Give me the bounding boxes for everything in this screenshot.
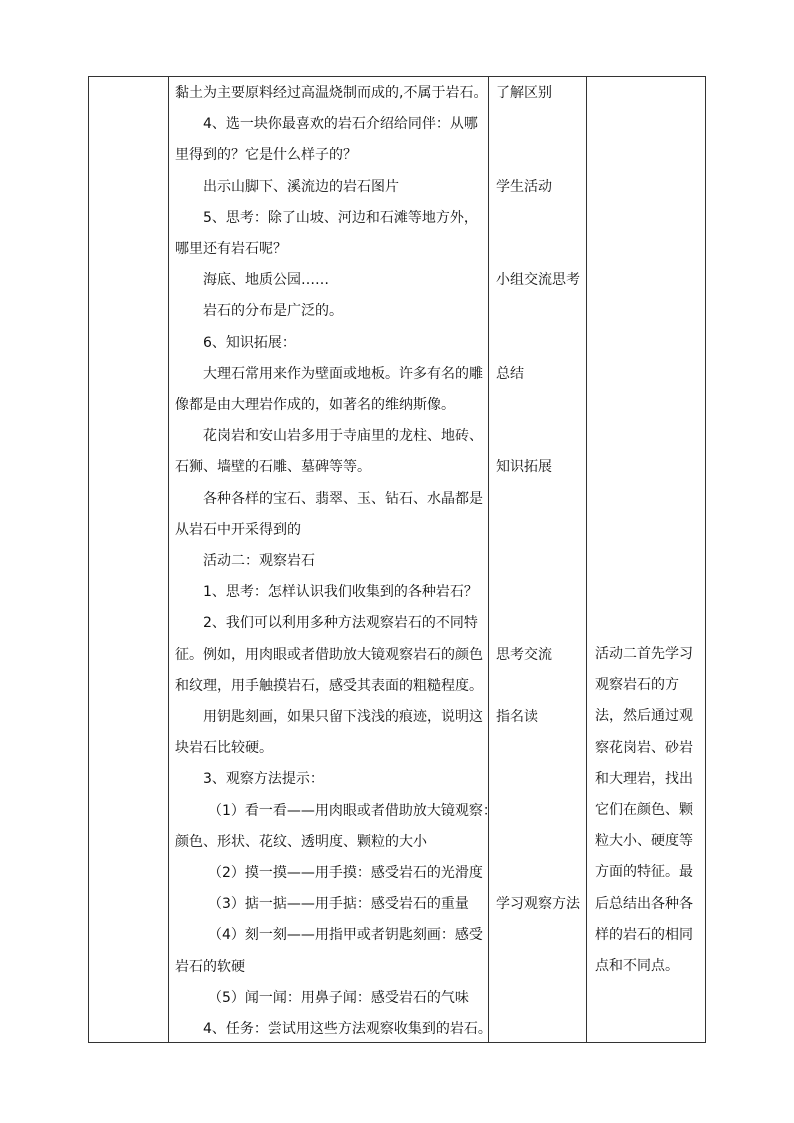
content-line: （5）闻一闻：用鼻子闻：感受岩石的气味	[208, 990, 469, 1006]
content-line: 4、选一块你最喜欢的岩石介绍给同伴：从哪	[203, 116, 478, 132]
content-line: （1）看一看——用肉眼或者借助放大镜观察：	[208, 803, 497, 819]
content-line: 1、思考：怎样认识我们收集到的各种岩石？	[203, 584, 478, 600]
student-activity: 思考交流	[496, 647, 552, 663]
student-activity: 小组交流思考	[496, 272, 580, 288]
content-line: 征。例如，用肉眼或者借助放大镜观察岩石的颜色	[175, 647, 483, 663]
student-activity: 知识拓展	[496, 459, 552, 475]
content-line: 和纹理，用手触摸岩石，感受其表面的粗糙程度。	[175, 678, 483, 694]
teaching-process-column	[169, 77, 497, 1042]
content-line: 4、任务：尝试用这些方法观察收集到的岩石。	[203, 1021, 492, 1037]
content-line: 用钥匙刻画，如果只留下浅浅的痕迹，说明这	[203, 709, 483, 725]
content-line: 岩石的软硬	[175, 959, 245, 975]
content-line: 花岗岩和安山岩多用于寺庙里的龙柱、地砖、	[203, 428, 483, 444]
content-line: 黏土为主要原料经过高温烧制而成的,不属于岩石。	[175, 85, 488, 101]
content-line: 岩石的分布是广泛的。	[203, 303, 343, 319]
student-activity: 了解区别	[496, 85, 552, 101]
content-line: 颜色、形状、花纹、透明度、颗粒的大小	[175, 834, 427, 850]
content-line: 哪里还有岩石呢？	[175, 241, 287, 257]
content-line: 5、思考：除了山坡、河边和石滩等地方外，	[203, 210, 478, 226]
student-activity-column	[489, 77, 585, 1042]
content-line: （3）掂一掂——用手掂：感受岩石的重量	[208, 896, 469, 912]
student-activity: 指名读	[496, 709, 538, 725]
content-line: 3、观察方法提示：	[203, 771, 324, 787]
content-line: 2、我们可以利用多种方法观察岩石的不同特	[203, 615, 478, 631]
student-activity: 总结	[496, 366, 524, 382]
content-line: 像都是由大理岩作成的，如著名的维纳斯像。	[175, 397, 455, 413]
content-line: 海底、地质公园……	[203, 272, 329, 288]
design-note: 活动二首先学习观察岩石的方法，然后通过观察花岗岩、砂岩和大理岩，找出它们在颜色、颗粒大小、硬度等方面的特征。最后总结出各种各样的岩石的相同点和不同点。	[595, 646, 693, 975]
content-line: 从岩石中开采得到的	[175, 522, 301, 538]
student-activity: 学习观察方法	[496, 896, 580, 912]
section-heading: 活动二：观察岩石	[203, 553, 315, 569]
content-line: 里得到的？它是什么样子的？	[175, 147, 357, 163]
content-line: 各种各样的宝石、翡翠、玉、钻石、水晶都是	[203, 491, 483, 507]
content-line: （4）刻一刻——用指甲或者钥匙刻画：感受	[208, 927, 483, 943]
lesson-table	[88, 76, 706, 1043]
content-line: 出示山脚下、溪流边的岩石图片	[203, 179, 399, 195]
content-line: 6、知识拓展：	[203, 335, 296, 351]
student-activity: 学生活动	[496, 179, 552, 195]
content-line: 块岩石比较硬。	[175, 740, 273, 756]
content-line: （2）摸一摸——用手摸：感受岩石的光滑度	[208, 865, 483, 881]
content-line: 大理石常用来作为壁面或地板。许多有名的雕	[203, 366, 483, 382]
design-intent-column	[587, 77, 705, 1042]
content-line: 石狮、墙壁的石雕、墓碑等等。	[175, 459, 371, 475]
